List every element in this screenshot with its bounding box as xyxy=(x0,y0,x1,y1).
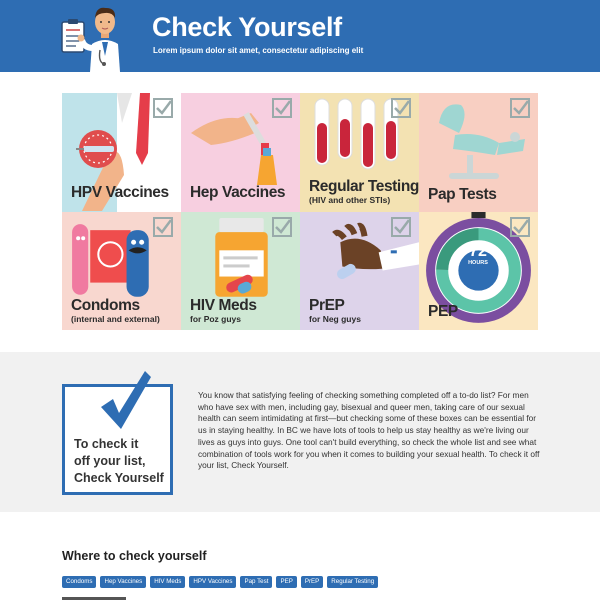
tile-condoms[interactable] xyxy=(62,212,181,330)
tile-regular-testing[interactable] xyxy=(300,93,419,212)
checkbox-icon[interactable] xyxy=(510,98,530,118)
tag-pep[interactable]: PEP xyxy=(276,576,296,588)
tile-label: PEP xyxy=(428,303,458,320)
tile-label: HPV Vaccines xyxy=(71,184,169,201)
card-line: Check Yourself xyxy=(74,471,164,485)
tag-prep[interactable]: PrEP xyxy=(301,576,323,588)
site-subtitle: Lorem ipsum dolor sit amet, consectetur adipiscing elit xyxy=(153,46,364,55)
tile-hpv-vaccines[interactable] xyxy=(62,93,181,212)
checkbox-icon[interactable] xyxy=(272,98,292,118)
tile-label: Regular Testing xyxy=(309,178,419,195)
tile-label: Hep Vaccines xyxy=(190,184,286,201)
tag-hpv-vaccines[interactable]: HPV Vaccines xyxy=(189,576,236,588)
tile-label: Condoms xyxy=(71,297,140,314)
tile-label: PrEP xyxy=(309,297,345,314)
tile-sublabel: for Poz guys xyxy=(190,314,242,324)
site-title[interactable]: Check Yourself xyxy=(152,12,342,42)
tag-hep-vaccines[interactable]: Hep Vaccines xyxy=(100,576,146,588)
site-header xyxy=(0,0,600,72)
tile-label: HIV Meds xyxy=(190,297,257,314)
location-filter-tags xyxy=(62,576,378,588)
checkbox-icon[interactable] xyxy=(510,217,530,237)
pep-hours-number: 72 xyxy=(469,243,487,260)
intro-paragraph: You know that satisfying feeling of checking something completed off a to-do list? For men who have sex with men, including gay, bisexual and queer men, taking care of our sexual health can seem intimidating at first—but checking some of these boxes can be essential for us in staying healthy. In BC we have lots of tools to help us stay healthy as we're living our lives as guys into guys. One tool can't build everything, so check the whole list and see what combination of tools work for you when it comes to building your sexual health. To check it off your list, Check Yourself. xyxy=(198,390,540,471)
checkmark-icon xyxy=(99,369,151,431)
tag-hiv-meds[interactable]: HIV Meds xyxy=(150,576,185,588)
doctor-illustration xyxy=(60,4,150,72)
where-heading: Where to check yourself xyxy=(62,549,207,563)
check-off-card xyxy=(62,384,173,495)
card-line: off your list, xyxy=(74,454,146,468)
tile-pap-tests[interactable] xyxy=(419,93,538,212)
checkbox-icon[interactable] xyxy=(272,217,292,237)
tile-sublabel: (internal and external) xyxy=(71,314,160,324)
tile-prep[interactable] xyxy=(300,212,419,330)
service-grid xyxy=(62,93,538,330)
checkbox-icon[interactable] xyxy=(153,98,173,118)
tile-pep[interactable] xyxy=(419,212,538,330)
tile-sublabel: for Neg guys xyxy=(309,314,361,324)
checkbox-icon[interactable] xyxy=(391,98,411,118)
tile-hiv-meds[interactable] xyxy=(181,212,300,330)
tile-label: Pap Tests xyxy=(428,186,497,203)
checkbox-icon[interactable] xyxy=(153,217,173,237)
tile-hep-vaccines[interactable] xyxy=(181,93,300,212)
tag-regular-testing[interactable]: Regular Testing xyxy=(327,576,378,588)
pep-hours-unit: HOURS xyxy=(468,260,488,266)
tag-condoms[interactable]: Condoms xyxy=(62,576,96,588)
tag-pap-test[interactable]: Pap Test xyxy=(240,576,272,588)
card-line: To check it xyxy=(74,437,139,451)
checkbox-icon[interactable] xyxy=(391,217,411,237)
tile-sublabel: (HIV and other STIs) xyxy=(309,195,391,205)
